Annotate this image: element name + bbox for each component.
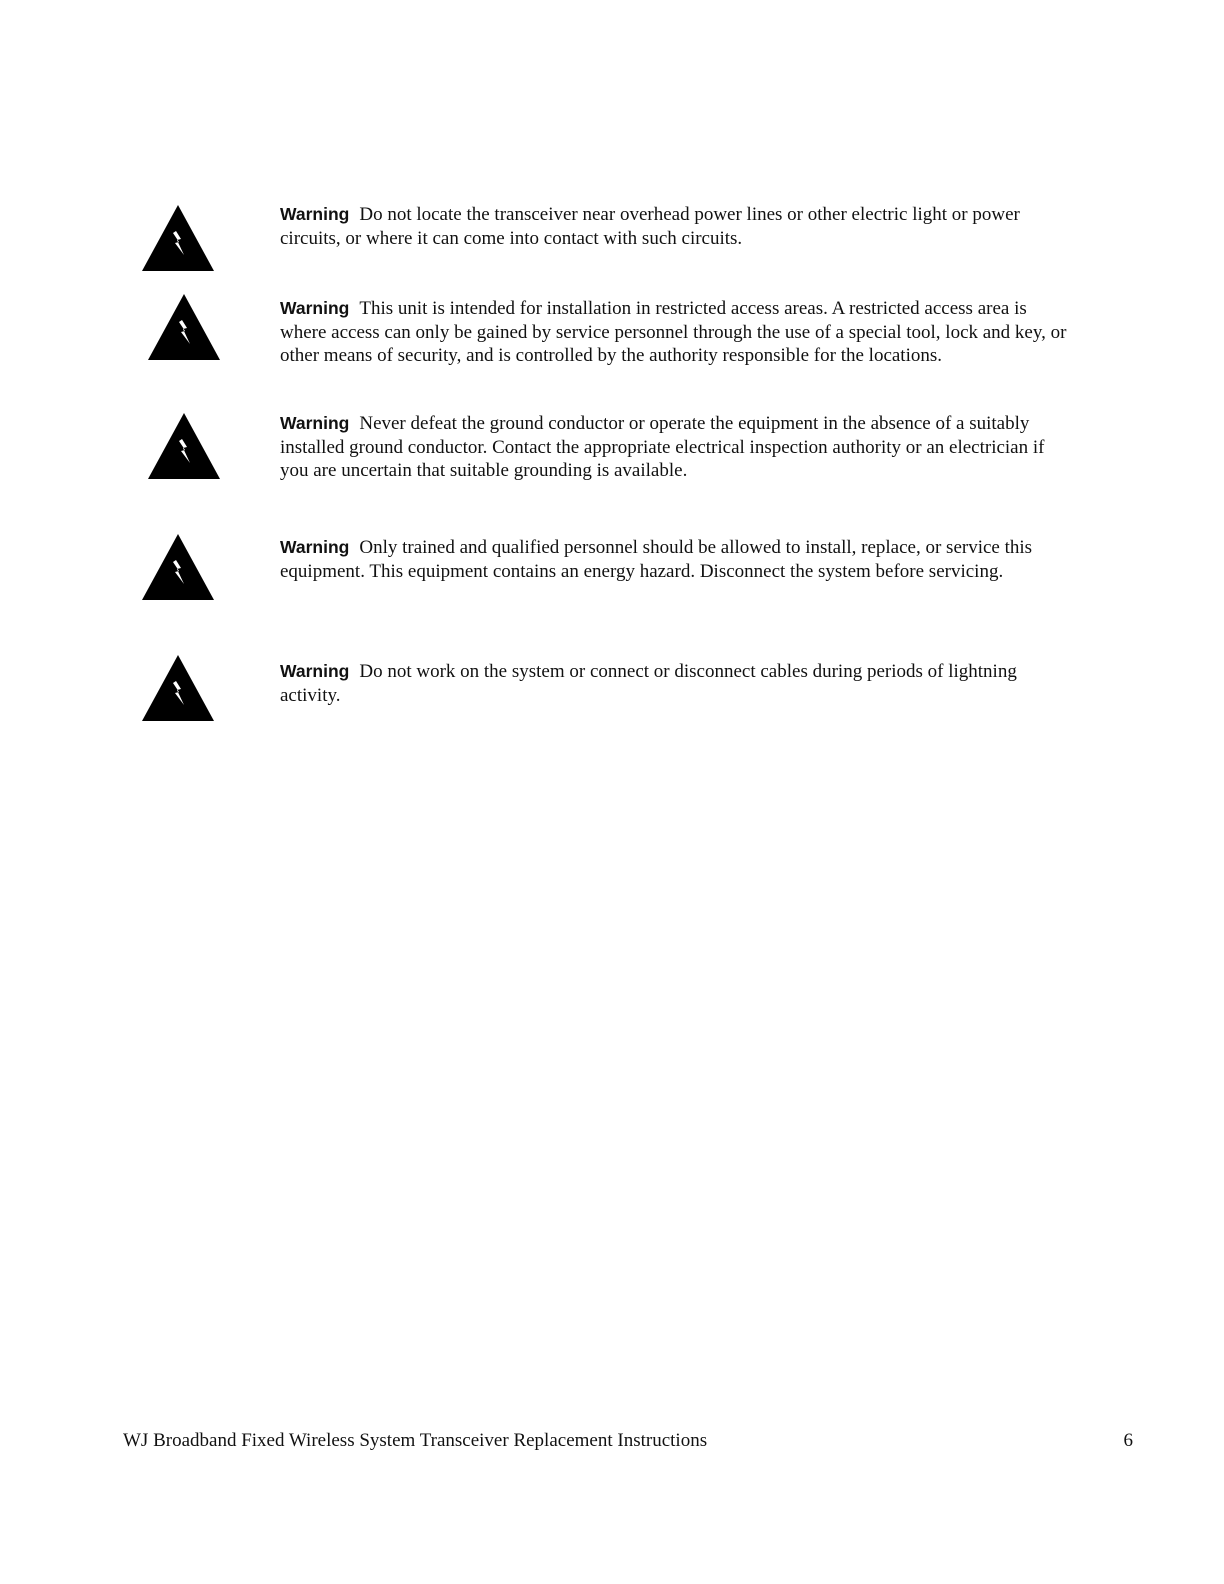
warning-body: This unit is intended for installation in restricted access areas. A restricted access area is where access can only be gained by service personnel through the use of a special tool, lock and key, or other means of security, and is controlled by the authority responsible for the locations.	[280, 298, 1067, 366]
warning-text	[280, 660, 1070, 707]
warning-label: Warning	[280, 204, 350, 224]
warning-body: Never defeat the ground conductor or operate the equipment in the absence of a suitably installed ground conductor. Contact the appropriate electrical inspection authority or an electrician if you are uncertain that suitable grounding is available.	[280, 413, 1045, 481]
warning-label: Warning	[280, 537, 350, 557]
warning-body: Only trained and qualified personnel should be allowed to install, replace, or service this equipment. This equipment contains an energy hazard. Disconnect the system before servicing.	[280, 537, 1033, 582]
warning-text	[280, 412, 1070, 483]
warning-body: Do not work on the system or connect or disconnect cables during periods of lightning activity.	[280, 661, 1017, 706]
electrical-hazard-icon	[140, 203, 216, 273]
warning-text	[280, 536, 1070, 583]
electrical-hazard-icon	[146, 411, 222, 481]
electrical-hazard-icon	[140, 532, 216, 602]
warning-label: Warning	[280, 413, 350, 433]
warning-label: Warning	[280, 298, 350, 318]
footer-document-title: WJ Broadband Fixed Wireless System Transceiver Replacement Instructions	[123, 1430, 708, 1451]
electrical-hazard-icon	[146, 292, 222, 362]
page-number: 6	[1123, 1430, 1133, 1451]
electrical-hazard-icon	[140, 653, 216, 723]
warning-body: Do not locate the transceiver near overhead power lines or other electric light or power circuits, or where it can come into contact with such circuits.	[280, 204, 1020, 249]
warning-text	[280, 297, 1070, 368]
warning-label: Warning	[280, 661, 350, 681]
warning-text	[280, 203, 1070, 250]
